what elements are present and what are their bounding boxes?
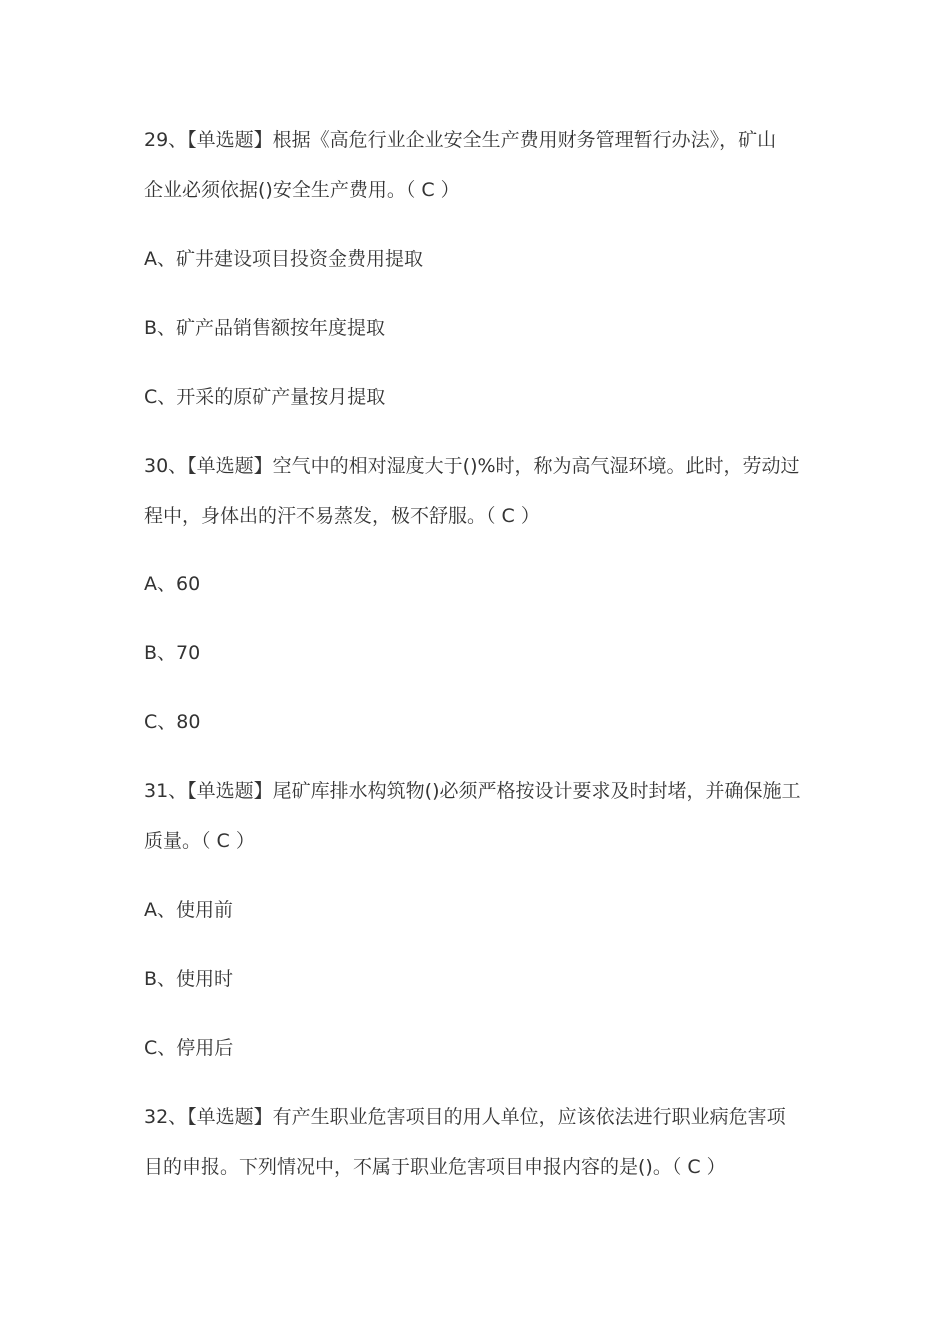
question-31-option-b: B、使用时 xyxy=(144,968,234,990)
question-29-option-b: B、矿产品销售额按年度提取 xyxy=(144,317,386,339)
question-32-stem-line-1: 32、【单选题】有产生职业危害项目的用人单位，应该依法进行职业病危害项 xyxy=(144,1106,786,1128)
question-29-option-c: C、开采的原矿产量按月提取 xyxy=(144,386,386,408)
question-30-stem-line-2: 程中，身体出的汗不易蒸发，极不舒服。（ C ） xyxy=(144,505,540,527)
question-30-option-b: B、70 xyxy=(144,642,201,664)
question-31-stem-line-1: 31、【单选题】尾矿库排水构筑物()必须严格按设计要求及时封堵，并确保施工 xyxy=(144,780,801,802)
question-31-option-a: A、使用前 xyxy=(144,899,233,921)
question-30-option-c: C、80 xyxy=(144,711,201,733)
question-29-stem-line-2: 企业必须依据()安全生产费用。（ C ） xyxy=(144,179,460,201)
question-31-stem-line-2: 质量。（ C ） xyxy=(144,830,255,852)
question-30-option-a: A、60 xyxy=(144,573,201,595)
question-31-option-c: C、停用后 xyxy=(144,1037,234,1059)
question-29-stem-line-1: 29、【单选题】根据《高危行业企业安全生产费用财务管理暂行办法》，矿山 xyxy=(144,129,777,151)
question-30-stem-line-1: 30、【单选题】空气中的相对湿度大于()%时，称为高气湿环境。此时，劳动过 xyxy=(144,455,800,477)
question-32-stem-line-2: 目的申报。下列情况中，不属于职业危害项目申报内容的是()。（ C ） xyxy=(144,1156,726,1178)
question-29-option-a: A、矿井建设项目投资金费用提取 xyxy=(144,248,423,270)
